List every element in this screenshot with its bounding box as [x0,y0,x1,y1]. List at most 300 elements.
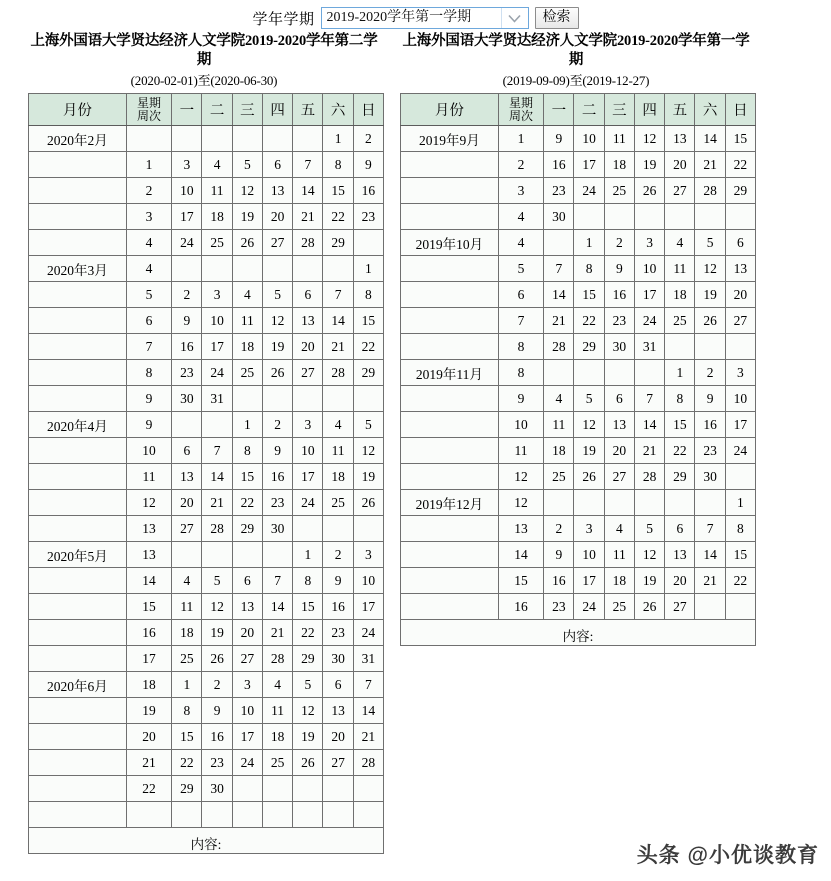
table-header-row [29,94,384,126]
week-number-cell: 12 [498,464,543,490]
day-cell: 24 [202,360,232,386]
day-cell: 22 [323,204,353,230]
month-cell [401,516,499,542]
day-cell [695,204,725,230]
day-cell: 15 [172,724,202,750]
table-row [401,438,756,464]
day-cell: 2 [202,672,232,698]
day-cell: 8 [293,568,323,594]
search-toolbar [0,6,831,30]
month-cell [29,802,127,828]
table-row [401,594,756,620]
day-cell: 15 [293,594,323,620]
month-cell [401,438,499,464]
table-row [29,230,384,256]
day-cell: 22 [725,568,755,594]
day-cell: 21 [695,152,725,178]
day-cell: 31 [634,334,664,360]
day-cell: 5 [293,672,323,698]
week-number-cell: 7 [498,308,543,334]
day-cell: 1 [665,360,695,386]
day-cell: 15 [232,464,262,490]
day-cell: 26 [695,308,725,334]
week-number-cell: 12 [126,490,171,516]
day-cell: 10 [634,256,664,282]
day-cell: 10 [574,126,604,152]
month-cell [29,750,127,776]
day-cell: 9 [604,256,634,282]
day-cell: 19 [293,724,323,750]
day-cell: 27 [604,464,634,490]
month-cell [401,178,499,204]
table-row [401,412,756,438]
month-cell [401,386,499,412]
day-cell: 6 [665,516,695,542]
day-cell: 15 [353,308,383,334]
table-row [29,776,384,802]
day-cell: 13 [725,256,755,282]
table-row [401,516,756,542]
day-cell: 3 [293,412,323,438]
day-cell: 16 [544,152,574,178]
day-cell: 10 [574,542,604,568]
week-number-cell [126,802,171,828]
day-cell: 19 [574,438,604,464]
day-cell [725,464,755,490]
week-number-cell: 15 [126,594,171,620]
day-cell: 2 [323,542,353,568]
week-number-cell: 1 [498,126,543,152]
table-row [29,126,384,152]
day-cell: 1 [172,672,202,698]
table-row [29,672,384,698]
day-cell: 23 [262,490,292,516]
day-cell: 29 [574,334,604,360]
day-cell: 17 [725,412,755,438]
day-cell: 29 [665,464,695,490]
day-cell [695,490,725,516]
day-cell: 5 [232,152,262,178]
table-row [401,490,756,516]
week-number-cell: 13 [126,516,171,542]
month-cell [29,724,127,750]
day-cell: 21 [202,490,232,516]
day-cell: 10 [725,386,755,412]
week-number-cell: 4 [126,230,171,256]
day-cell: 5 [574,386,604,412]
day-cell: 23 [323,620,353,646]
day-cell: 29 [293,646,323,672]
day-cell: 12 [695,256,725,282]
day-cell: 18 [604,568,634,594]
column-header-tue: 二 [574,94,604,126]
month-cell: 2020年2月 [29,126,127,152]
day-cell: 28 [634,464,664,490]
table-row [29,620,384,646]
day-cell: 4 [544,386,574,412]
day-cell: 21 [544,308,574,334]
month-cell [401,464,499,490]
day-cell: 7 [202,438,232,464]
column-header-sat: 六 [323,94,353,126]
column-header-week [498,94,543,126]
day-cell: 11 [262,698,292,724]
day-cell: 2 [604,230,634,256]
table-row [401,256,756,282]
table-row [29,204,384,230]
day-cell: 9 [262,438,292,464]
day-cell: 20 [725,282,755,308]
table-row [401,282,756,308]
note-label[interactable]: 内容: [401,620,756,646]
day-cell: 30 [262,516,292,542]
day-cell: 20 [665,568,695,594]
day-cell: 8 [665,386,695,412]
calendar-date-range: (2020-02-01)至(2020-06-30) [130,73,278,88]
week-number-cell: 1 [126,152,171,178]
table-row [29,698,384,724]
day-cell: 13 [665,126,695,152]
table-row [29,178,384,204]
day-cell: 16 [353,178,383,204]
table-row [29,490,384,516]
day-cell: 12 [232,178,262,204]
table-row [401,152,756,178]
day-cell: 29 [323,230,353,256]
day-cell: 11 [604,126,634,152]
day-cell: 24 [725,438,755,464]
day-cell: 30 [172,386,202,412]
day-cell: 19 [232,204,262,230]
day-cell [353,516,383,542]
day-cell: 27 [665,594,695,620]
day-cell: 28 [262,646,292,672]
column-header-week-line1: 星期 [508,95,533,110]
month-cell [401,308,499,334]
day-cell: 16 [202,724,232,750]
day-cell [293,386,323,412]
day-cell: 9 [172,308,202,334]
day-cell: 6 [172,438,202,464]
day-cell: 24 [232,750,262,776]
day-cell [293,776,323,802]
day-cell [323,516,353,542]
table-row [29,308,384,334]
month-cell [29,438,127,464]
day-cell: 25 [544,464,574,490]
day-cell [604,360,634,386]
month-cell [29,360,127,386]
table-row [29,568,384,594]
calendar-panel-term2 [24,32,384,854]
day-cell: 19 [353,464,383,490]
week-number-cell: 13 [498,516,543,542]
month-cell: 2020年5月 [29,542,127,568]
day-cell: 2 [172,282,202,308]
column-header-thu: 四 [634,94,664,126]
day-cell: 3 [725,360,755,386]
week-number-cell: 3 [126,204,171,230]
day-cell: 10 [172,178,202,204]
day-cell: 7 [695,516,725,542]
day-cell [725,594,755,620]
week-number-cell: 8 [498,334,543,360]
day-cell: 27 [262,230,292,256]
calendar-table-term1 [400,93,756,646]
week-number-cell: 7 [126,334,171,360]
table-row [29,646,384,672]
day-cell [172,542,202,568]
week-number-cell: 4 [126,256,171,282]
day-cell [262,386,292,412]
week-number-cell: 11 [126,464,171,490]
term-field-label: 学年学期 [252,11,315,28]
day-cell: 22 [725,152,755,178]
day-cell: 3 [353,542,383,568]
day-cell: 30 [202,776,232,802]
day-cell [574,204,604,230]
day-cell: 19 [634,152,664,178]
day-cell: 17 [634,282,664,308]
day-cell: 28 [353,750,383,776]
day-cell: 1 [323,126,353,152]
day-cell: 23 [604,308,634,334]
table-row [401,568,756,594]
day-cell: 11 [172,594,202,620]
day-cell: 17 [293,464,323,490]
day-cell: 11 [665,256,695,282]
day-cell: 4 [262,672,292,698]
day-cell: 9 [323,568,353,594]
day-cell [634,490,664,516]
calendar-panel-term1 [396,32,756,646]
day-cell: 13 [232,594,262,620]
day-cell [323,802,353,828]
day-cell [232,776,262,802]
day-cell [544,230,574,256]
day-cell: 26 [353,490,383,516]
month-cell [29,490,127,516]
day-cell: 25 [262,750,292,776]
week-number-cell: 10 [498,412,543,438]
week-number-cell: 11 [498,438,543,464]
day-cell: 20 [604,438,634,464]
day-cell: 28 [202,516,232,542]
day-cell: 23 [202,750,232,776]
day-cell: 1 [725,490,755,516]
day-cell: 12 [634,126,664,152]
day-cell: 8 [725,516,755,542]
day-cell: 25 [232,360,262,386]
month-cell [401,256,499,282]
week-number-cell: 5 [498,256,543,282]
day-cell: 21 [634,438,664,464]
table-row [401,360,756,386]
column-header-wed: 三 [232,94,262,126]
day-cell: 13 [262,178,292,204]
day-cell: 20 [323,724,353,750]
table-row [29,334,384,360]
table-row [29,282,384,308]
table-row [401,204,756,230]
day-cell: 30 [323,646,353,672]
day-cell: 18 [172,620,202,646]
day-cell [353,386,383,412]
column-header-fri: 五 [665,94,695,126]
month-cell: 2019年11月 [401,360,499,386]
week-number-cell: 20 [126,724,171,750]
day-cell: 14 [544,282,574,308]
week-number-cell: 18 [126,672,171,698]
day-cell [262,802,292,828]
day-cell: 11 [232,308,262,334]
day-cell [172,126,202,152]
day-cell: 28 [544,334,574,360]
month-cell [29,620,127,646]
month-cell: 2020年4月 [29,412,127,438]
month-cell [29,516,127,542]
month-cell [29,334,127,360]
column-header-thu: 四 [262,94,292,126]
day-cell: 11 [202,178,232,204]
day-cell [725,204,755,230]
day-cell: 9 [544,542,574,568]
month-cell [401,282,499,308]
day-cell [634,204,664,230]
table-row [401,308,756,334]
column-header-week-line1: 星期 [136,95,161,110]
week-number-cell: 17 [126,646,171,672]
watermark: 头条 @小优谈教育 [636,844,819,867]
day-cell: 13 [293,308,323,334]
day-cell [232,386,262,412]
day-cell: 8 [353,282,383,308]
table-row [401,126,756,152]
day-cell [262,542,292,568]
day-cell: 24 [574,178,604,204]
day-cell: 14 [695,542,725,568]
day-cell [262,126,292,152]
day-cell: 24 [353,620,383,646]
day-cell: 14 [202,464,232,490]
day-cell: 17 [232,724,262,750]
week-number-cell: 13 [126,542,171,568]
day-cell [172,256,202,282]
table-row [29,750,384,776]
month-cell [29,464,127,490]
day-cell: 3 [202,282,232,308]
column-header-wed: 三 [604,94,634,126]
week-number-cell: 16 [498,594,543,620]
week-number-cell: 9 [498,386,543,412]
note-label[interactable]: 内容: [29,828,384,854]
day-cell: 27 [323,750,353,776]
day-cell: 18 [665,282,695,308]
day-cell: 5 [634,516,664,542]
month-cell [401,152,499,178]
calendar-title: 上海外国语大学贤达经济人文学院2019-2020学年第二学期 [30,33,378,68]
day-cell [353,776,383,802]
note-row [401,620,756,646]
term-select[interactable] [321,7,529,29]
day-cell: 20 [665,152,695,178]
day-cell: 18 [544,438,574,464]
day-cell [293,126,323,152]
day-cell: 8 [172,698,202,724]
day-cell: 15 [574,282,604,308]
day-cell: 2 [353,126,383,152]
search-button[interactable]: 检索 [535,7,579,29]
week-number-cell: 6 [126,308,171,334]
column-header-sat: 六 [695,94,725,126]
table-row [29,516,384,542]
day-cell: 17 [353,594,383,620]
calendar-title: 上海外国语大学贤达经济人文学院2019-2020学年第一学期 [402,33,750,68]
day-cell: 25 [604,178,634,204]
month-cell: 2019年10月 [401,230,499,256]
day-cell: 20 [172,490,202,516]
day-cell: 14 [262,594,292,620]
week-number-cell: 4 [498,230,543,256]
day-cell: 27 [232,646,262,672]
day-cell: 12 [202,594,232,620]
day-cell: 4 [232,282,262,308]
day-cell: 12 [634,542,664,568]
day-cell: 22 [353,334,383,360]
day-cell: 25 [665,308,695,334]
week-number-cell: 4 [498,204,543,230]
day-cell: 17 [172,204,202,230]
day-cell [665,334,695,360]
day-cell [293,256,323,282]
day-cell [293,516,323,542]
day-cell: 26 [262,360,292,386]
day-cell: 23 [353,204,383,230]
day-cell: 24 [172,230,202,256]
week-number-cell: 10 [126,438,171,464]
day-cell [695,594,725,620]
month-cell: 2020年3月 [29,256,127,282]
day-cell: 16 [323,594,353,620]
day-cell: 4 [172,568,202,594]
day-cell: 21 [353,724,383,750]
day-cell: 6 [323,672,353,698]
column-header-month: 月份 [29,94,127,126]
day-cell [232,542,262,568]
day-cell: 22 [574,308,604,334]
calendar-body [29,126,384,828]
day-cell: 15 [725,542,755,568]
table-row [29,360,384,386]
week-number-cell: 6 [498,282,543,308]
day-cell: 22 [172,750,202,776]
month-cell [29,204,127,230]
week-number-cell: 2 [498,152,543,178]
week-number-cell: 5 [126,282,171,308]
day-cell: 9 [544,126,574,152]
day-cell: 6 [232,568,262,594]
day-cell [323,256,353,282]
day-cell: 5 [353,412,383,438]
day-cell: 17 [574,568,604,594]
day-cell: 13 [172,464,202,490]
day-cell: 9 [202,698,232,724]
day-cell: 1 [353,256,383,282]
month-cell [29,178,127,204]
calendar-body [401,126,756,620]
table-row [29,386,384,412]
day-cell: 5 [262,282,292,308]
